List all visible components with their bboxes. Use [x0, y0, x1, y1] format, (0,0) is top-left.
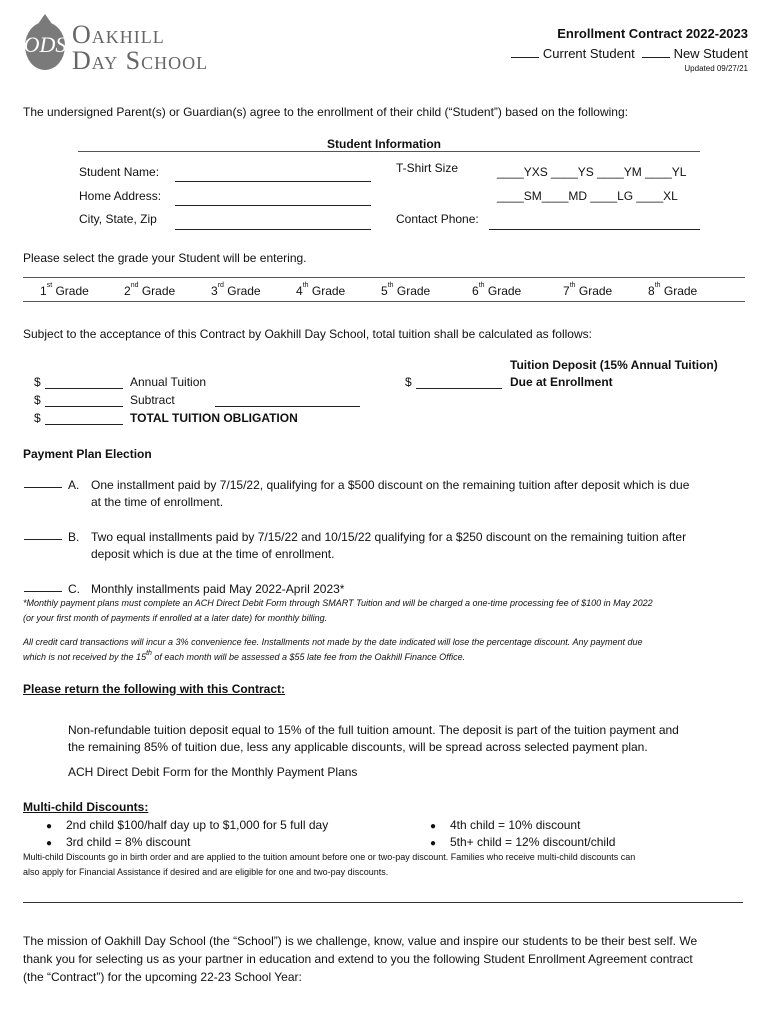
plan-b-text-1: Two equal installments paid by 7/15/22 and 10/15/22 qualifying for a $250 discount on the remaining tuition after	[91, 530, 687, 544]
multichild-bullet-1: ● 2nd child $100/half day up to $1,000 for 5 full day	[46, 818, 329, 832]
annual-tuition-row	[34, 375, 41, 389]
plan-b-letter: B.	[68, 530, 80, 544]
subtract-dollar: $	[34, 393, 41, 407]
deposit-field[interactable]	[416, 374, 502, 389]
plan-b-text-2: deposit which is due at the time of enrollment.	[91, 547, 335, 561]
plan-c-letter: C.	[68, 582, 80, 596]
total-dollar: $	[34, 411, 41, 425]
grade-3-option[interactable]: 3rd Grade	[211, 282, 261, 298]
grade-4-option[interactable]: 4th Grade	[296, 282, 346, 298]
school-logo	[22, 12, 232, 82]
logo-seal-icon	[22, 12, 68, 74]
home-address-label: Home Address:	[79, 189, 162, 203]
multichild-note-2: also apply for Financial Assistance if desired and are eligible for one and two-pay discounts.	[23, 867, 389, 877]
student-type-row	[511, 46, 748, 61]
tshirt-size-label: T-Shirt Size	[396, 161, 459, 175]
fee-note-2: which is not received by the 15th of each month will be assessed a $55 late fee from the Oakhill Finance Office.	[23, 650, 466, 662]
grade-1-option[interactable]: 1st Grade	[40, 282, 89, 298]
subtract-description-field[interactable]	[215, 392, 360, 407]
city-state-zip-field[interactable]	[175, 214, 371, 230]
deposit-label-1: Tuition Deposit (15% Annual Tuition)	[510, 358, 718, 372]
plan-a-letter: A.	[68, 478, 80, 492]
monthly-note-2: (or your first month of payments if enrolled at a later date) for monthly billing.	[23, 613, 328, 623]
logo-line-1: Oakhill	[72, 20, 165, 49]
annual-tuition-label: Annual Tuition	[130, 375, 207, 389]
grade-7-option[interactable]: 7th Grade	[563, 282, 613, 298]
intro-text: The undersigned Parent(s) or Guardian(s) agree to the enrollment of their child (“Student”) based on the following:	[23, 105, 628, 119]
student-name-label: Student Name:	[79, 165, 160, 179]
plan-c-blank[interactable]	[24, 581, 62, 592]
city-state-zip-label: City, State, Zip	[79, 212, 157, 226]
contact-phone-field[interactable]	[489, 214, 700, 230]
section-divider	[23, 902, 743, 903]
new-student-label: New Student	[673, 46, 748, 61]
tshirt-sizes-adult[interactable]: ____SM____MD ____LG ____XL	[497, 189, 678, 203]
payment-plan-heading: Payment Plan Election	[23, 447, 152, 461]
deposit-label-2: Due at Enrollment	[510, 375, 613, 389]
tshirt-sizes-youth[interactable]: ____YXS ____YS ____YM ____YL	[497, 165, 687, 179]
total-field[interactable]	[45, 410, 123, 425]
tuition-intro: Subject to the acceptance of this Contract by Oakhill Day School, total tuition shall be calculated as follows:	[23, 327, 592, 341]
plan-b-blank[interactable]	[24, 529, 62, 540]
multichild-heading: Multi-child Discounts:	[23, 800, 149, 814]
multichild-bullet-3: ● 4th child = 10% discount	[430, 818, 581, 832]
grade-8-option[interactable]: 8th Grade	[648, 282, 698, 298]
grade-6-option[interactable]: 6th Grade	[472, 282, 522, 298]
home-address-field[interactable]	[175, 190, 371, 206]
grade-prompt: Please select the grade your Student will be entering.	[23, 251, 307, 265]
student-name-field[interactable]	[175, 166, 371, 182]
mission-line-3: (the “Contract”) for the upcoming 22-23 School Year:	[23, 970, 302, 984]
svg-text:ODS: ODS	[23, 32, 67, 57]
total-tuition-label: TOTAL TUITION OBLIGATION	[130, 411, 298, 425]
contract-title: Enrollment Contract 2022-2023	[557, 26, 748, 41]
return-item-2: ACH Direct Debit Form for the Monthly Payment Plans	[68, 765, 358, 779]
plan-a-text-1: One installment paid by 7/15/22, qualifying for a $500 discount on the remaining tuition after deposit which is due	[91, 478, 690, 492]
monthly-note-1: *Monthly payment plans must complete an ACH Direct Debit Form through SMART Tuition and will be charged a one-time processing fee of $100 in May 2022	[23, 598, 653, 608]
plan-a-text-2: at the time of enrollment.	[91, 495, 224, 509]
deposit-dollar: $	[405, 375, 412, 389]
new-student-blank[interactable]	[642, 57, 670, 58]
subtract-field[interactable]	[45, 392, 123, 407]
logo-line-2: Day School	[72, 46, 209, 75]
current-student-label: Current Student	[542, 46, 635, 61]
multichild-bullet-4: ● 5th+ child = 12% discount/child	[430, 835, 616, 849]
grade-5-option[interactable]: 5th Grade	[381, 282, 431, 298]
contact-phone-label: Contact Phone:	[396, 212, 479, 226]
plan-c-text: Monthly installments paid May 2022-April 2023*	[91, 582, 345, 596]
return-item-1-line-1: Non-refundable tuition deposit equal to 15% of the full tuition amount. The deposit is part of the tuition payment and	[68, 723, 679, 737]
multichild-bullet-2: ● 3rd child = 8% discount	[46, 835, 191, 849]
updated-date: Updated 09/27/21	[684, 64, 748, 73]
fee-note-1: All credit card transactions will incur a 3% convenience fee. Installments not made by the date indicated will lose the percentage discount. Any payment due	[23, 637, 643, 647]
mission-line-1: The mission of Oakhill Day School (the “School”) is we challenge, know, value and inspire our students to be their best self. We	[23, 934, 698, 948]
mission-line-2: thank you for selecting us as your partner in education and extend to you the following Student Enrollment Agreement contract	[23, 952, 693, 966]
annual-tuition-field[interactable]	[45, 374, 123, 389]
current-student-blank[interactable]	[511, 57, 539, 58]
student-info-heading: Student Information	[327, 137, 441, 151]
return-item-1-line-2: the remaining 85% of tuition due, less any applicable discounts, will be spread across selected payment plan.	[68, 740, 648, 754]
grade-2-option[interactable]: 2nd Grade	[124, 282, 176, 298]
annual-dollar: $	[34, 375, 41, 389]
subtract-label: Subtract	[130, 393, 175, 407]
multichild-note-1: Multi-child Discounts go in birth order and are applied to the tuition amount before one or two-pay discount. Families who receive multi-child discounts can	[23, 852, 636, 862]
return-heading: Please return the following with this Contract:	[23, 682, 286, 696]
plan-a-blank[interactable]	[24, 477, 62, 488]
